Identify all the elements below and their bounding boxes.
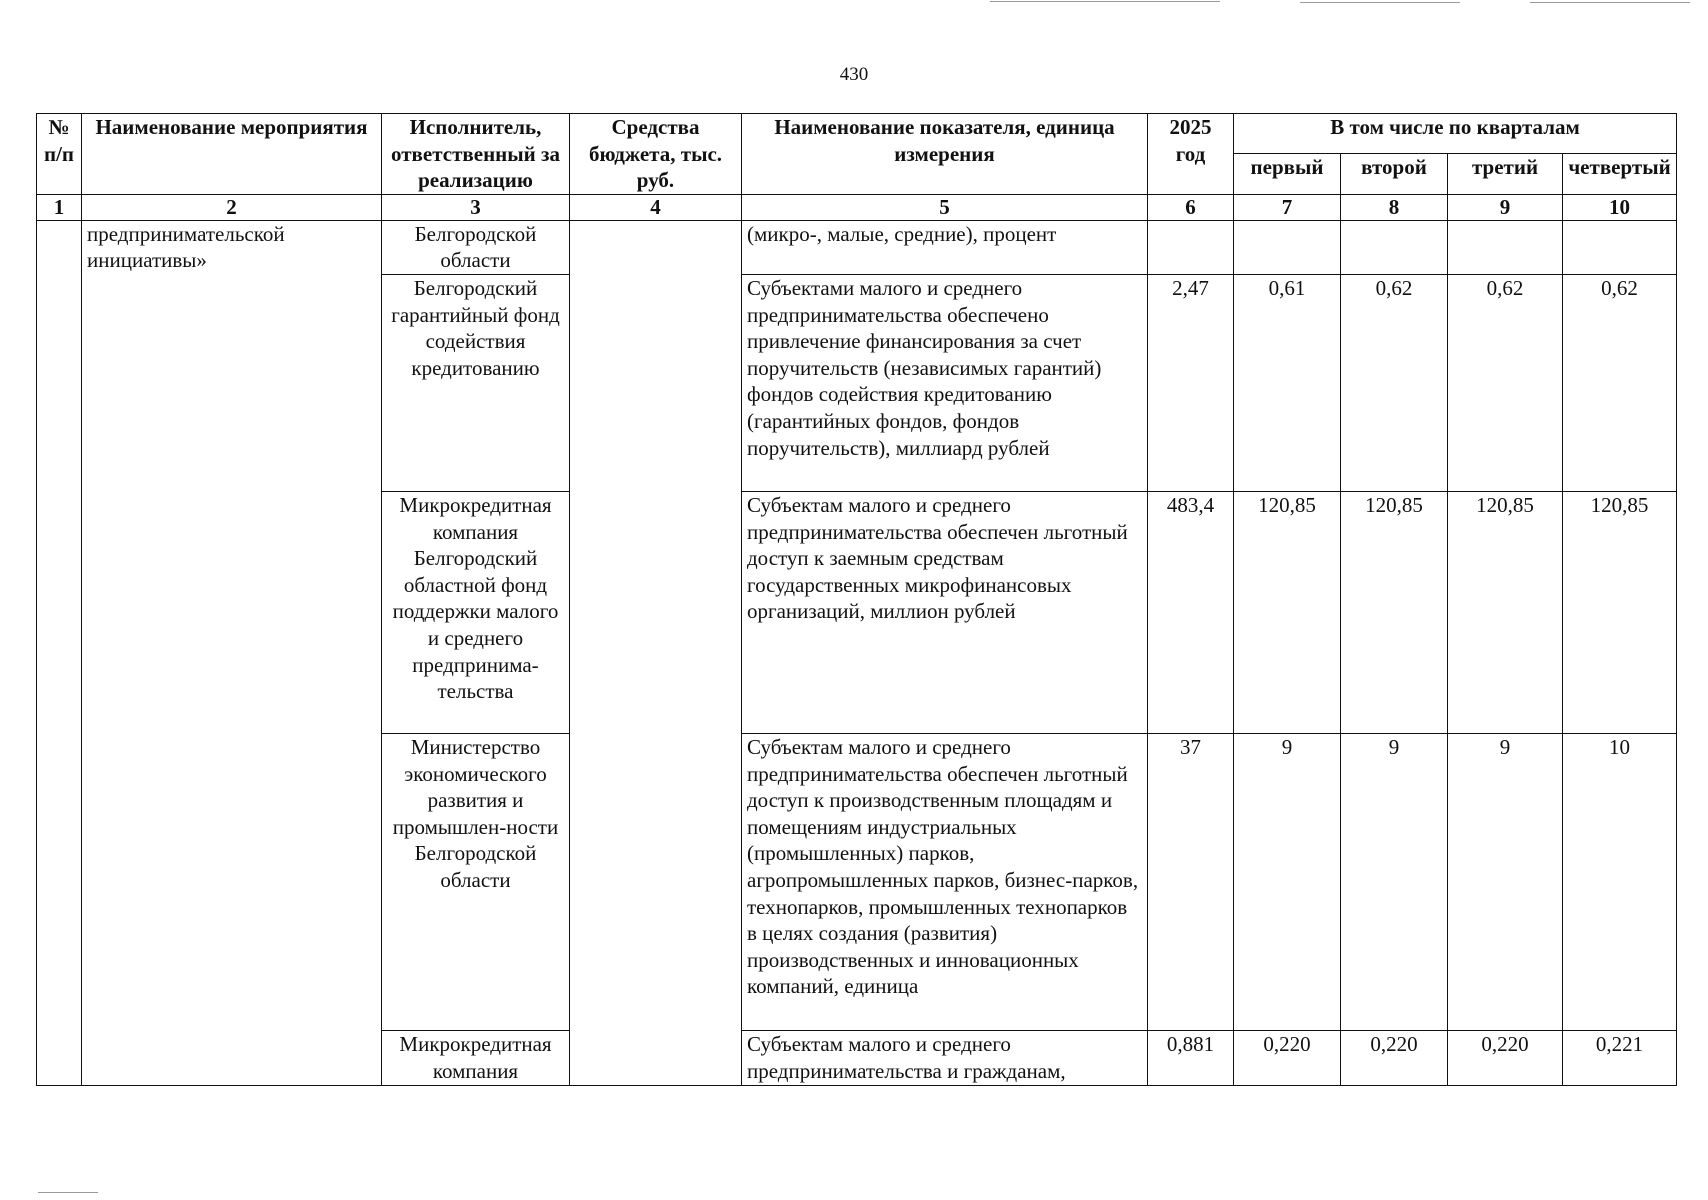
year-value-cell [1148,220,1234,274]
quarter-4-value: 10 [1563,733,1677,1030]
column-number: 3 [382,194,570,220]
year-value-cell: 0,881 [1148,1030,1234,1085]
header-executor: Исполнитель, ответственный за реализацию [382,114,570,195]
column-number: 2 [82,194,382,220]
scan-artifact-line [38,1192,98,1193]
header-quarter-4: четвертый [1563,154,1677,194]
quarter-3-value: 0,62 [1448,274,1563,491]
quarter-1-value: 9 [1234,733,1341,1030]
executor-cell: Белгородской области [382,220,570,274]
quarter-2-value: 120,85 [1341,491,1448,733]
header-budget: Средства бюджета, тыс. руб. [570,114,742,195]
header-quarter-2: второй [1341,154,1448,194]
quarter-1-value: 0,61 [1234,274,1341,491]
quarter-2-value: 9 [1341,733,1448,1030]
quarter-2-value: 0,220 [1341,1030,1448,1085]
header-row [37,114,1677,154]
column-number: 10 [1563,194,1677,220]
quarter-1-value [1234,220,1341,274]
quarter-3-value: 0,220 [1448,1030,1563,1085]
header-year: 2025 год [1148,114,1234,195]
column-number: 7 [1234,194,1341,220]
column-number: 9 [1448,194,1563,220]
year-value-cell: 2,47 [1148,274,1234,491]
column-number: 1 [37,194,82,220]
quarter-4-value [1563,220,1677,274]
budget-cell [570,220,742,1085]
row-number-cell [37,220,82,1085]
scan-artifact-line [990,1,1220,2]
column-number: 4 [570,194,742,220]
header-quarter-3: третий [1448,154,1563,194]
indicator-cell: Субъектами малого и среднего предпринимательства обеспечено привлечение финансирования за счет поручительств (независимых гарантий) фондов содействия кредитованию (гарантийных фондов, фондов поручительств), миллиард рублей [742,274,1148,491]
quarter-2-value [1341,220,1448,274]
header-activity-name: Наименование мероприятия [82,114,382,195]
quarter-4-value: 0,221 [1563,1030,1677,1085]
header-indicator: Наименование показателя, единица измерения [742,114,1148,195]
year-value-cell: 483,4 [1148,491,1234,733]
quarter-3-value [1448,220,1563,274]
activity-name-cell: предпринимательской инициативы» [82,220,382,1085]
executor-cell: Белгородский гарантийный фонд содействия кредитованию [382,274,570,491]
measures-table [36,113,1677,1086]
column-number-row [37,194,1677,220]
header-number: № п/п [37,114,82,195]
scan-artifact-line [1530,2,1690,3]
column-number: 6 [1148,194,1234,220]
quarter-3-value: 120,85 [1448,491,1563,733]
quarter-4-value: 0,62 [1563,274,1677,491]
indicator-cell: Субъектам малого и среднего предпринимательства обеспечен льготный доступ к заемным средствам государственных микрофинансовых организаций, миллион рублей [742,491,1148,733]
quarter-2-value: 0,62 [1341,274,1448,491]
indicator-cell: (микро-, малые, средние), процент [742,220,1148,274]
scan-artifact-line [1300,2,1460,3]
year-value-cell: 37 [1148,733,1234,1030]
indicator-cell: Субъектам малого и среднего предпринимательства обеспечен льготный доступ к производственным площадям и помещениям индустриальных (промышленных) парков, агропромышленных парков, бизнес-парков, технопарков, промышленных технопарков в целях создания (развития) производственных и инновационных компаний, единица [742,733,1148,1030]
quarter-1-value: 120,85 [1234,491,1341,733]
table-row [37,220,1677,274]
header-quarter-1: первый [1234,154,1341,194]
quarter-4-value: 120,85 [1563,491,1677,733]
column-number: 8 [1341,194,1448,220]
executor-cell: Микрокредитная компания [382,1030,570,1085]
indicator-cell: Субъектам малого и среднего предпринимательства и гражданам, [742,1030,1148,1085]
page-number: 430 [839,64,869,85]
column-number: 5 [742,194,1148,220]
header-quarters-group: В том числе по кварталам [1234,114,1677,154]
quarter-1-value: 0,220 [1234,1030,1341,1085]
quarter-3-value: 9 [1448,733,1563,1030]
executor-cell: Микрокредитная компания Белгородский областной фонд поддержки малого и среднего предпринима-тельства [382,491,570,733]
executor-cell: Министерство экономического развития и промышлен-ности Белгородской области [382,733,570,1030]
